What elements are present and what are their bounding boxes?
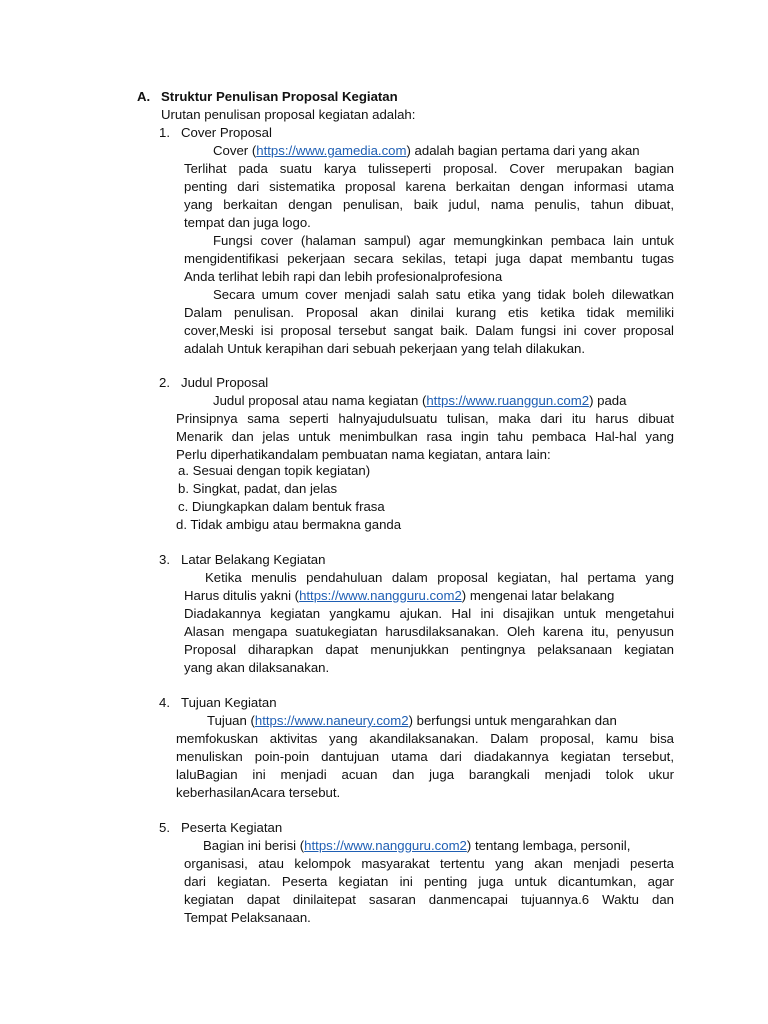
paragraph-line: Tempat Pelaksanaan. [184, 910, 311, 925]
paragraph-line: menuliskan poin-poin dantujuan utama dari diadakannya kegiatan tersebut, [176, 749, 674, 764]
paragraph-line: Ketika menulis pendahuluan dalam proposal kegiatan, hal pertama yang [205, 570, 674, 585]
paragraph-line: memfokuskan aktivitas yang akandilaksanakan. Dalam proposal, kamu bisa [176, 731, 674, 746]
reference-link[interactable]: https://www.nangguru.com2 [299, 588, 462, 603]
paragraph-line: Terlihat pada suatu karya tulisseperti proposal. Cover merupakan bagian [184, 161, 674, 176]
paragraph-line: mengidentifikasi pekerjaan secara sekilas, tetapi juga dapat membantu tugas [184, 251, 674, 266]
item-number: 5. [159, 820, 170, 835]
line-text: ) adalah bagian pertama dari yang akan [406, 143, 640, 158]
section-title: Struktur Penulisan Proposal Kegiatan [161, 89, 398, 104]
paragraph-line: tempat dan juga logo. [184, 215, 311, 230]
line-text: Bagian ini berisi ( [203, 838, 305, 853]
paragraph-line: Prinsipnya sama seperti halnyajudulsuatu tulisan, maka dari itu harus dibuat [176, 411, 674, 426]
paragraph-line: Alasan mengapa suatukegiatan harusdilaksanakan. Oleh karena itu, penyusun [184, 624, 674, 639]
line-text: Cover ( [213, 143, 257, 158]
item-title: Judul Proposal [181, 375, 269, 390]
paragraph-line [207, 712, 617, 729]
paragraph-line: Diadakannya kegiatan yangkamu ajukan. Hal ini disajikan untuk mengetahui [184, 606, 674, 621]
paragraph-line: Secara umum cover menjadi salah satu etika yang tidak boleh dilewatkan [213, 287, 674, 302]
line-text: ) mengenai latar belakang [461, 588, 615, 603]
paragraph-line: keberhasilanAcara tersebut. [176, 785, 341, 800]
item-number: 2. [159, 375, 170, 390]
section-marker: A. [137, 89, 151, 104]
reference-link[interactable]: https://www.ruanggun.com2 [426, 393, 590, 408]
line-text: Judul proposal atau nama kegiatan ( [213, 393, 427, 408]
line-text: Tujuan ( [207, 713, 255, 728]
paragraph-line [203, 837, 630, 854]
item-number: 1. [159, 125, 170, 140]
reference-link[interactable]: https://www.gamedia.com [256, 143, 407, 158]
item-title: Tujuan Kegiatan [181, 695, 277, 710]
item-title: Peserta Kegiatan [181, 820, 283, 835]
paragraph-line: kegiatan dapat dinilaitepat sasaran danmencapai tujuannya.6 Waktu dan [184, 892, 674, 907]
paragraph-line: Perlu diperhatikandalam pembuatan nama kegiatan, antara lain: [176, 447, 551, 462]
paragraph-line: cover,Meski isi proposal tersebut sangat baik. Dalam fungsi ini cover proposal [184, 323, 674, 338]
sub-list-item: c. Diungkapkan dalam bentuk frasa [178, 499, 385, 514]
item-number: 3. [159, 552, 170, 567]
paragraph-line: penting dari sistematika proposal karena berkaitan dengan informasi utama [184, 179, 674, 194]
sub-list-item: b. Singkat, padat, dan jelas [178, 481, 338, 496]
paragraph-line: Anda terlihat lebih rapi dan lebih profesionalprofesiona [184, 269, 503, 284]
paragraph-line: Dalam penulisan. Proposal akan dinilai kurang etis ketika tidak memiliki [184, 305, 674, 320]
paragraph-line [213, 392, 626, 409]
sub-list-item: a. Sesuai dengan topik kegiatan) [178, 463, 371, 478]
line-text: ) tentang lembaga, personil, [466, 838, 631, 853]
paragraph-line: yang berkaitan dengan penulisan, baik judul, nama penulis, tahun dibuat, [184, 197, 674, 212]
paragraph-line: Proposal diharapkan dapat menunjukkan pentingnya pelaksanaan kegiatan [184, 642, 674, 657]
line-text: ) pada [589, 393, 627, 408]
line-text: Harus ditulis yakni ( [184, 588, 300, 603]
reference-link[interactable]: https://www.naneury.com2 [254, 713, 409, 728]
paragraph-line [213, 142, 640, 159]
paragraph-line: Menarik dan jelas untuk menimbulkan rasa ingin tahu pembaca Hal-hal yang [176, 429, 674, 444]
paragraph-line: yang akan dilaksanakan. [184, 660, 330, 675]
paragraph-line: dari kegiatan. Peserta kegiatan ini penting juga untuk dicantumkan, agar [184, 874, 674, 889]
intro-text: Urutan penulisan proposal kegiatan adalah: [161, 107, 416, 122]
line-text: ) berfungsi untuk mengarahkan dan [408, 713, 617, 728]
item-title: Cover Proposal [181, 125, 272, 140]
paragraph-line: Fungsi cover (halaman sampul) agar memungkinkan pembaca lain untuk [213, 233, 674, 248]
item-title: Latar Belakang Kegiatan [181, 552, 326, 567]
paragraph-line [184, 587, 614, 604]
paragraph-line: organisasi, atau kelompok masyarakat tertentu yang akan menjadi peserta [184, 856, 674, 871]
reference-link[interactable]: https://www.nangguru.com2 [304, 838, 467, 853]
item-number: 4. [159, 695, 170, 710]
paragraph-line: laluBagian ini menjadi acuan dan juga barangkali menjadi tolok ukur [176, 767, 674, 782]
paragraph-line: adalah Untuk kerapihan dari sebuah pekerjaan yang telah dilakukan. [184, 341, 586, 356]
sub-list-item: d. Tidak ambigu atau bermakna ganda [176, 517, 402, 532]
